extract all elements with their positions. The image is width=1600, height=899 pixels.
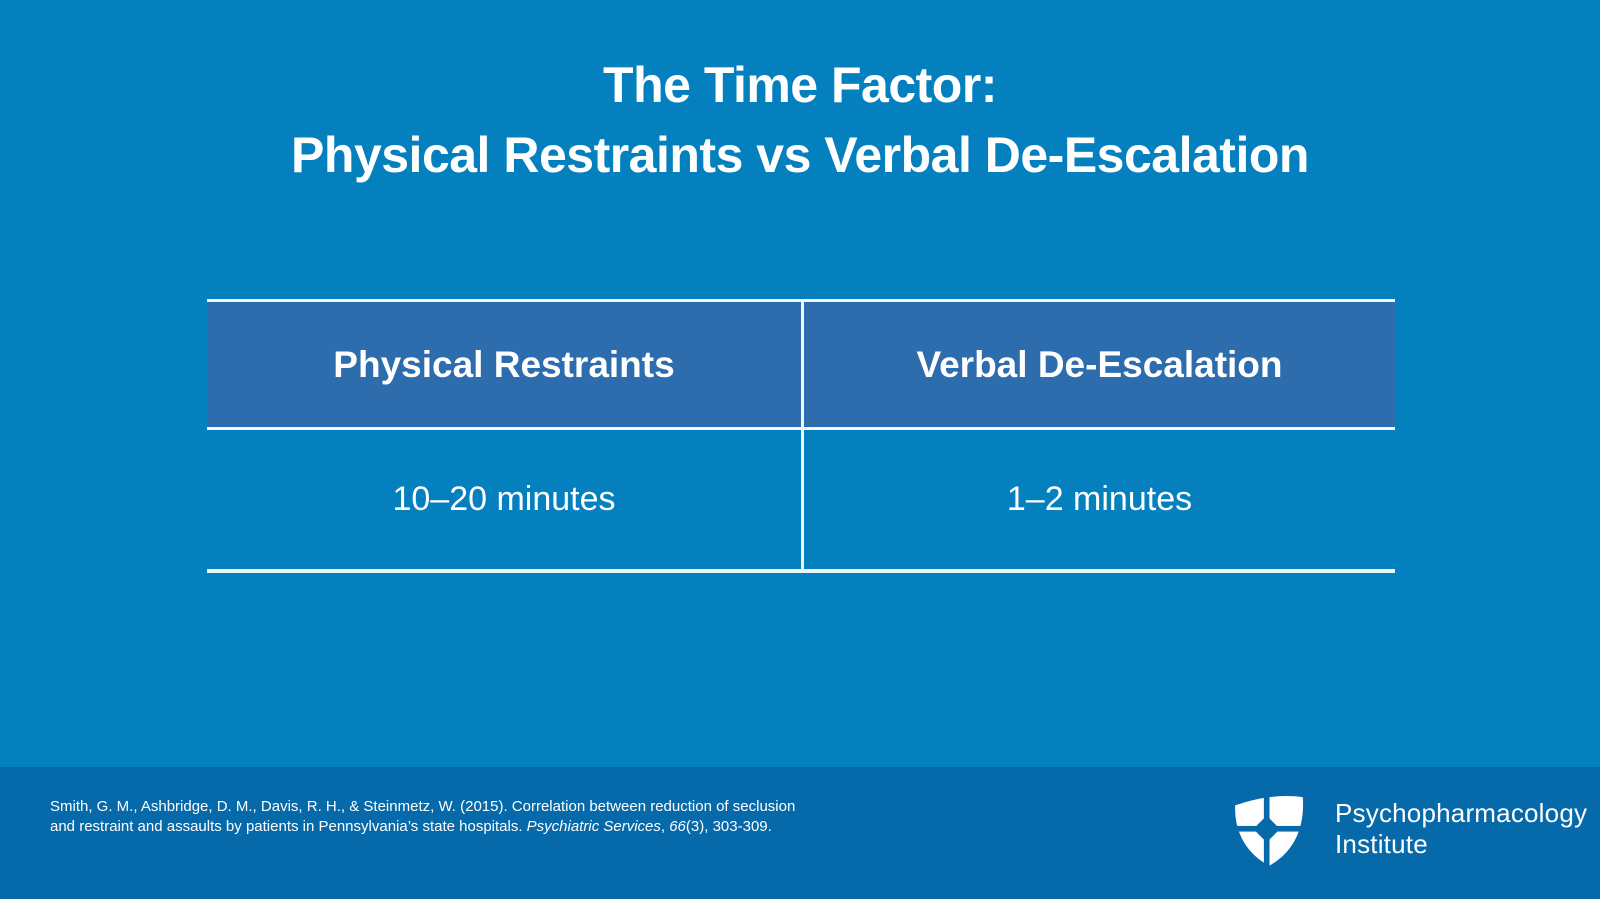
verbal-deescalation-header: Verbal De-Escalation bbox=[801, 302, 1395, 427]
logo-text-line1: Psychopharmacology bbox=[1335, 798, 1588, 828]
slide-title-line2: Physical Restraints vs Verbal De-Escalation bbox=[291, 127, 1309, 183]
citation-volume: 66 bbox=[669, 818, 686, 835]
slide-title bbox=[0, 50, 1600, 190]
physical-restraints-header: Physical Restraints bbox=[333, 343, 675, 385]
logo-text-line2: Institute bbox=[1335, 829, 1428, 859]
verbal-deescalation-value: 1–2 minutes bbox=[801, 430, 1395, 569]
citation-line1: Smith, G. M., Ashbridge, D. M., Davis, R. H., & Steinmetz, W. (2015). Correlation between reduction of seclusion bbox=[50, 798, 796, 815]
psychopharmacology-institute-logo bbox=[1228, 788, 1587, 870]
slide-title-line1: The Time Factor: bbox=[603, 57, 997, 113]
citation-pages: (3), 303-309. bbox=[685, 818, 772, 835]
footer-bar bbox=[0, 767, 1600, 899]
citation-line2-text: and restraint and assaults by patients in Pennsylvania’s state hospitals. bbox=[50, 818, 527, 835]
logo-text bbox=[1335, 798, 1587, 860]
physical-restraints-value: 10–20 minutes bbox=[392, 480, 616, 518]
table-data-row bbox=[207, 430, 1395, 573]
shield-icon bbox=[1228, 788, 1310, 870]
citation-journal-name: Psychiatric Services bbox=[526, 818, 661, 835]
citation-line2 bbox=[50, 817, 795, 837]
citation bbox=[50, 797, 795, 837]
comparison-table bbox=[207, 299, 1395, 573]
citation-separator: , bbox=[660, 818, 670, 835]
table-header-row bbox=[207, 302, 1395, 430]
